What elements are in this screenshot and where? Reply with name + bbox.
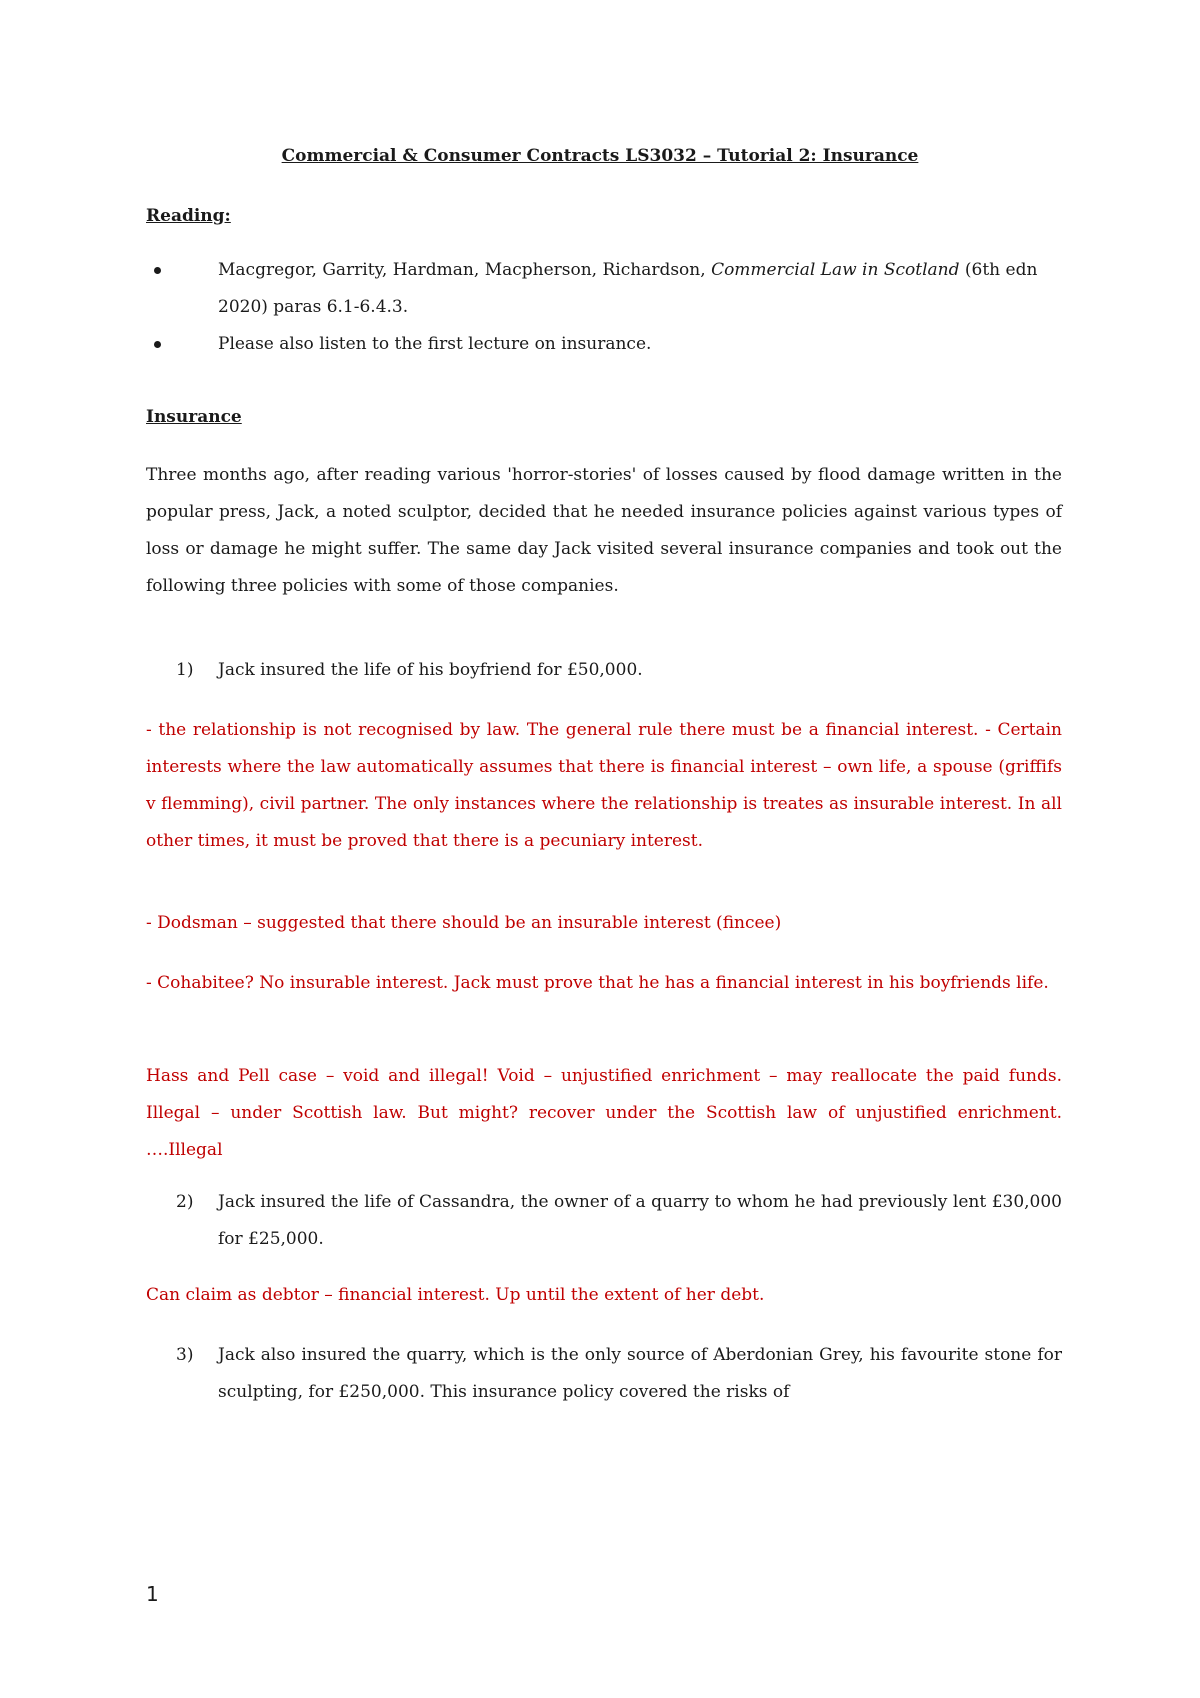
item-number: 2) [176, 1192, 194, 1212]
reading-item: Macgregor, Garrity, Hardman, Macpherson, Richardson, Commercial Law in Scotland (6th edn 2020) paras 6.1-6.4.3. [146, 252, 1066, 326]
question-item-3 [146, 1337, 1062, 1411]
item-text: Jack insured the life of Cassandra, the owner of a quarry to whom he had previously lent £30,000 for £25,000. [218, 1192, 1062, 1249]
item-number: 3) [176, 1345, 194, 1365]
annotation-note: Can claim as debtor – financial interest. Up until the extent of her debt. [146, 1285, 765, 1305]
annotation-note: Hass and Pell case – void and illegal! Void – unjustified enrichment – may reallocate the paid funds. Illegal – under Scottish law. But might? recover under the Scottish law of unjustified enrichment. ….Illegal [146, 1066, 1062, 1160]
annotation-note: - Cohabitee? No insurable interest. Jack must prove that he has a financial interest in his boyfriends life. [146, 973, 1049, 993]
annotation-note: - Dodsman – suggested that there should be an insurable interest (fincee) [146, 913, 782, 933]
reading-item: Please also listen to the first lecture on insurance. [146, 326, 1066, 363]
item-number: 1) [176, 660, 194, 680]
annotation-note: - the relationship is not recognised by law. The general rule there must be a financial interest. - Certain interests where the law automatically assumes that there is financial interest – own life, a spouse (griffifs v flemming), civil partner. The only instances where the relationship is treates as insurable interest. In all other times, it must be proved that there is a pecuniary interest. [146, 720, 1062, 851]
item-text: Jack insured the life of his boyfriend for £50,000. [218, 660, 643, 680]
item-text: Jack also insured the quarry, which is the only source of Aberdonian Grey, his favourite stone for sculpting, for £250,000. This insurance policy covered the risks of [218, 1345, 1062, 1402]
reading-heading: Reading: [146, 206, 231, 226]
page-number: 1 [146, 1582, 159, 1606]
question-item-1 [146, 652, 1062, 689]
bullet-icon [154, 267, 161, 274]
document-title: Commercial & Consumer Contracts LS3032 – Tutorial 2: Insurance [281, 146, 919, 166]
intro-paragraph: Three months ago, after reading various 'horror-stories' of losses caused by flood damage written in the popular press, Jack, a noted sculptor, decided that he needed insurance policies against various types of loss or damage he might suffer. The same day Jack visited several insurance companies and took out the following three policies with some of those companies. [146, 465, 1062, 596]
question-item-2 [146, 1184, 1062, 1258]
bullet-icon [154, 341, 161, 348]
reading-list [146, 252, 1066, 363]
insurance-heading: Insurance [146, 407, 242, 427]
